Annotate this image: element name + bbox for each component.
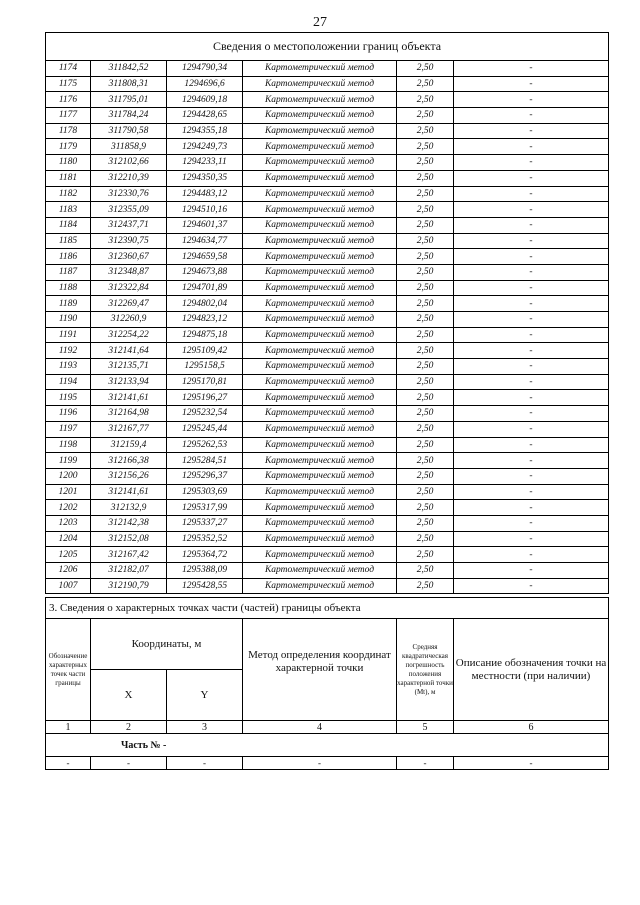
table-cell: - [454,374,609,390]
table-cell: Картометрический метод [243,202,397,218]
table-cell: Картометрический метод [243,92,397,108]
table-cell: 312348,87 [91,264,167,280]
table-cell: 1184 [46,217,91,233]
table-cell: 1294802,04 [167,296,243,312]
table-cell: Картометрический метод [243,515,397,531]
table-cell: 1295109,42 [167,343,243,359]
table-cell: - [454,390,609,406]
table-row [46,437,609,453]
table-cell: 312133,94 [91,374,167,390]
table-cell: 1294350,35 [167,170,243,186]
table-cell: 1294823,12 [167,312,243,328]
table-cell: 312132,9 [91,500,167,516]
table-cell: 311842,52 [91,61,167,77]
table-cell: 2,50 [397,484,454,500]
table-cell: Картометрический метод [243,249,397,265]
table-cell: 311795,01 [91,92,167,108]
table-cell: 1191 [46,327,91,343]
table-cell: Картометрический метод [243,186,397,202]
table-cell: 2,50 [397,217,454,233]
table-cell: 1295196,27 [167,390,243,406]
table-cell: 2,50 [397,76,454,92]
table-row [46,468,609,484]
table-cell: 312102,66 [91,155,167,171]
table-row [46,515,609,531]
table-row [46,359,609,375]
table-cell: Картометрический метод [243,233,397,249]
table-cell: Картометрический метод [243,280,397,296]
table-cell: 312167,77 [91,421,167,437]
table-cell: 1294790,34 [167,61,243,77]
table-cell: Картометрический метод [243,578,397,594]
table-cell: 1194 [46,374,91,390]
table-cell: Картометрический метод [243,312,397,328]
table-cell: 1192 [46,343,91,359]
header-accuracy: Средняя квадратическая погрешность положения характерной точки (Mt), м [397,619,454,721]
table-cell: - [454,296,609,312]
table-cell: - [454,437,609,453]
table-cell: 1205 [46,547,91,563]
table-cell: - [454,280,609,296]
table-row [46,343,609,359]
table-cell: Картометрический метод [243,406,397,422]
table-cell: 1295428,55 [167,578,243,594]
table-cell: 312141,64 [91,343,167,359]
table-row [46,421,609,437]
table-cell: 2,50 [397,500,454,516]
table-cell: 312260,9 [91,312,167,328]
table-cell: Картометрический метод [243,76,397,92]
table-cell: - [454,421,609,437]
table-row [46,327,609,343]
table-cell: - [454,453,609,469]
table-cell: 1295303,69 [167,484,243,500]
table-cell: - [243,757,397,770]
table-row [46,61,609,77]
table-cell: 312135,71 [91,359,167,375]
table-cell: 312254,22 [91,327,167,343]
table-row [46,453,609,469]
table-row [46,312,609,328]
table-title: Сведения о местоположении границ объекта [46,33,609,61]
table-cell: 1295388,09 [167,563,243,579]
header-x: X [91,670,167,721]
table-row [46,217,609,233]
table-cell: - [454,108,609,124]
table-cell: 1294609,18 [167,92,243,108]
table-cell: 1181 [46,170,91,186]
table-cell: 312156,26 [91,468,167,484]
table-cell: 2,50 [397,61,454,77]
table-cell: Картометрический метод [243,500,397,516]
table-cell: - [454,515,609,531]
table-cell: 2,50 [397,92,454,108]
table-cell: 1186 [46,249,91,265]
table-cell: - [454,343,609,359]
table-cell: 2,50 [397,406,454,422]
table-cell: 1294875,18 [167,327,243,343]
table-cell: - [454,264,609,280]
table-row [46,280,609,296]
table-cell: 312210,39 [91,170,167,186]
table-cell: - [454,563,609,579]
table-cell: Картометрический метод [243,484,397,500]
table-cell: 1295262,53 [167,437,243,453]
column-number: 1 [46,721,91,734]
table-cell: 1206 [46,563,91,579]
table-cell: 2,50 [397,139,454,155]
table-cell: 311784,24 [91,108,167,124]
table-cell: - [454,139,609,155]
table-cell: 2,50 [397,312,454,328]
table-cell: 1180 [46,155,91,171]
table-row [46,374,609,390]
table-row [46,406,609,422]
table-cell: - [454,76,609,92]
table-row [46,563,609,579]
table-cell: 311858,9 [91,139,167,155]
part-points-table [45,597,609,770]
table-cell: Картометрический метод [243,327,397,343]
table-row [46,390,609,406]
table-cell: Картометрический метод [243,296,397,312]
table-cell: Картометрический метод [243,437,397,453]
table-cell: Картометрический метод [243,374,397,390]
table-cell: 2,50 [397,515,454,531]
table-cell: 1007 [46,578,91,594]
table-cell: - [454,547,609,563]
table-row [46,547,609,563]
table-row [46,296,609,312]
table-cell: 1294249,73 [167,139,243,155]
table-cell: 312164,98 [91,406,167,422]
table-cell: - [397,757,454,770]
table-cell: 2,50 [397,280,454,296]
table-cell: - [454,359,609,375]
table-cell: - [454,757,609,770]
page-number: 27 [313,15,327,30]
table-cell: Картометрический метод [243,453,397,469]
header-coordinates: Координаты, м [91,619,243,670]
table-cell: 1294510,16 [167,202,243,218]
table-cell: 2,50 [397,343,454,359]
table-cell: 2,50 [397,186,454,202]
table-cell: - [46,757,91,770]
table-cell: 1177 [46,108,91,124]
table-cell: 1203 [46,515,91,531]
table-cell: 1294701,89 [167,280,243,296]
table-row [46,264,609,280]
table-cell: 312322,84 [91,280,167,296]
table-cell: 312190,79 [91,578,167,594]
table-cell: 1199 [46,453,91,469]
table-cell: 2,50 [397,233,454,249]
table-cell: 1204 [46,531,91,547]
table-row [46,108,609,124]
table-cell: 1200 [46,468,91,484]
table-cell: 1294355,18 [167,123,243,139]
table-row [46,186,609,202]
table-cell: 2,50 [397,547,454,563]
table-cell: - [454,312,609,328]
table-cell: - [454,123,609,139]
table-cell: 2,50 [397,123,454,139]
table-cell: Картометрический метод [243,123,397,139]
table-cell: 312141,61 [91,484,167,500]
table-cell: 2,50 [397,453,454,469]
table-cell: 1179 [46,139,91,155]
table-cell: 1197 [46,421,91,437]
table-cell: 312142,38 [91,515,167,531]
table-row [46,76,609,92]
table-cell: Картометрический метод [243,155,397,171]
table-cell: 2,50 [397,578,454,594]
table-cell: 1294483,12 [167,186,243,202]
table-cell: 1183 [46,202,91,218]
table-cell: 1295296,37 [167,468,243,484]
table-cell: Картометрический метод [243,421,397,437]
table-cell: 312167,42 [91,547,167,563]
header-point-designation: Обозначение характерных точек части границы [46,619,91,721]
table-cell: 1294659,58 [167,249,243,265]
table-cell: 1294428,65 [167,108,243,124]
header-method: Метод определения координат характерной точки [243,619,397,721]
table-cell: 312141,61 [91,390,167,406]
table-cell: - [454,406,609,422]
table-cell: 2,50 [397,374,454,390]
table-cell: 2,50 [397,327,454,343]
table-cell: 1196 [46,406,91,422]
table-cell: 2,50 [397,563,454,579]
table-row [46,233,609,249]
table-cell: 312269,47 [91,296,167,312]
table-cell: 1185 [46,233,91,249]
table-cell: - [454,500,609,516]
table-cell: - [454,468,609,484]
table-cell: 1202 [46,500,91,516]
table-cell: 311808,31 [91,76,167,92]
table-cell: 2,50 [397,359,454,375]
header-y: Y [167,670,243,721]
table-cell: 312159,4 [91,437,167,453]
table-row [46,170,609,186]
table-cell: - [454,186,609,202]
table-row [46,531,609,547]
table-cell: 1187 [46,264,91,280]
table-row [46,578,609,594]
table-cell: 1182 [46,186,91,202]
header-description: Описание обозначения точки на местности (при наличии) [454,619,609,721]
table-cell: 312330,76 [91,186,167,202]
table-cell: 1295170,81 [167,374,243,390]
table-cell: Картометрический метод [243,61,397,77]
table-cell: 1189 [46,296,91,312]
table-cell: 2,50 [397,390,454,406]
table-cell: 312355,09 [91,202,167,218]
part-label: Часть № - [46,734,609,757]
table-row [46,92,609,108]
table-cell: Картометрический метод [243,264,397,280]
table-cell: - [454,155,609,171]
column-number: 2 [91,721,167,734]
table-cell: 1295284,51 [167,453,243,469]
table-cell: - [454,217,609,233]
table-cell: 312437,71 [91,217,167,233]
table-cell: 1174 [46,61,91,77]
column-number: 6 [454,721,609,734]
table-row [46,123,609,139]
table-cell: 2,50 [397,170,454,186]
table-cell: 1188 [46,280,91,296]
table-cell: 1178 [46,123,91,139]
table-cell: 1190 [46,312,91,328]
table-row [46,500,609,516]
table-cell: Картометрический метод [243,531,397,547]
table-cell: 312152,08 [91,531,167,547]
table-cell: 2,50 [397,531,454,547]
table-cell: 312166,38 [91,453,167,469]
table-cell: 1294673,88 [167,264,243,280]
table-cell: 1294634,77 [167,233,243,249]
table-row [46,249,609,265]
table-cell: 1175 [46,76,91,92]
table-cell: Картометрический метод [243,547,397,563]
table-cell: 1294696,6 [167,76,243,92]
table-row [46,139,609,155]
table-cell: - [454,578,609,594]
table-cell: 1198 [46,437,91,453]
table-cell: Картометрический метод [243,343,397,359]
table-cell: Картометрический метод [243,170,397,186]
table-cell: 1295352,52 [167,531,243,547]
table-cell: - [454,61,609,77]
table-row [46,155,609,171]
table-cell: - [454,92,609,108]
table-cell: - [454,327,609,343]
table-cell: 1176 [46,92,91,108]
table-cell: Картометрический метод [243,468,397,484]
table-cell: - [167,757,243,770]
table-cell: 1294233,11 [167,155,243,171]
table-cell: 1295337,27 [167,515,243,531]
table-cell: 2,50 [397,468,454,484]
table-cell: 312182,07 [91,563,167,579]
table-cell: 1193 [46,359,91,375]
table-cell: - [454,484,609,500]
table-cell: Картометрический метод [243,563,397,579]
table-cell: 2,50 [397,249,454,265]
table-cell: 311790,58 [91,123,167,139]
table-cell: 2,50 [397,202,454,218]
table-cell: Картометрический метод [243,217,397,233]
table-cell: 1295232,54 [167,406,243,422]
section-title: 3. Сведения о характерных точках части (частей) границы объекта [46,598,609,619]
table-cell: 2,50 [397,264,454,280]
table-cell: - [454,170,609,186]
table-cell: 2,50 [397,155,454,171]
table-cell: Картометрический метод [243,108,397,124]
table-cell: Картометрический метод [243,139,397,155]
table-cell: 2,50 [397,421,454,437]
table-cell: 1195 [46,390,91,406]
table-cell: 1295317,99 [167,500,243,516]
table-row [46,484,609,500]
table-cell: - [454,249,609,265]
table-row [46,202,609,218]
table-cell: 2,50 [397,108,454,124]
table-cell: Картометрический метод [243,359,397,375]
table-cell: 312390,75 [91,233,167,249]
table-cell: 1201 [46,484,91,500]
table-cell: Картометрический метод [243,390,397,406]
table-cell: 2,50 [397,437,454,453]
table-cell: - [454,233,609,249]
table-cell: - [91,757,167,770]
table-cell: 312360,67 [91,249,167,265]
column-number: 4 [243,721,397,734]
table-cell: 1295245,44 [167,421,243,437]
table-cell: - [454,202,609,218]
column-number: 5 [397,721,454,734]
table-cell: 1294601,37 [167,217,243,233]
table-cell: 1295364,72 [167,547,243,563]
boundary-location-table [45,32,609,594]
table-cell: 2,50 [397,296,454,312]
table-cell: 1295158,5 [167,359,243,375]
column-number: 3 [167,721,243,734]
table-cell: - [454,531,609,547]
